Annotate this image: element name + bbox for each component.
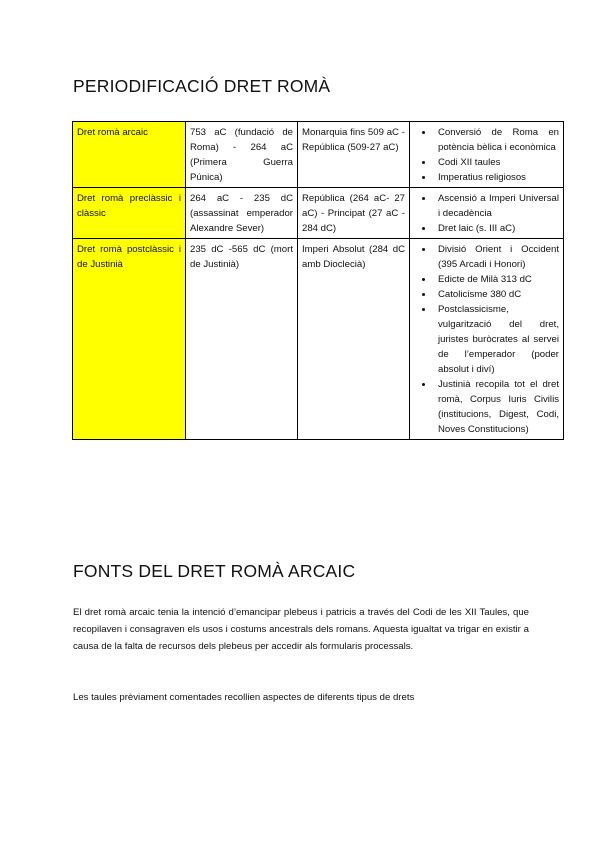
dates-cell: 235 dC -565 dC (mort de Justinià)	[186, 239, 298, 440]
list-item: • Imperatius religiosos	[434, 170, 559, 185]
period-cell: Dret romà preclàssic i clàssic	[73, 188, 186, 239]
list-item: • Edicte de Milà 313 dC	[434, 272, 559, 287]
body-paragraph: El dret romà arcaic tenia la intenció d’emancipar plebeus i patricis a través del Codi de les XII Taules, que recopilaven i consagraven els usos i costums ancestrals dels romans. Aquesta igualtat va trigar en existir a causa de la falta de recursos dels plebeus per accedir als formularis processals.	[73, 607, 529, 652]
table-row	[73, 188, 564, 239]
period-cell: Dret romà arcaic	[73, 122, 186, 188]
features-cell	[410, 239, 564, 440]
features-cell	[410, 122, 564, 188]
regime-cell: Imperi Absolut (284 dC amb Dioclecià)	[298, 239, 410, 440]
list-item: • Ascensió a Imperi Universal i decadència	[434, 191, 559, 221]
features-list	[414, 242, 559, 437]
table-row	[73, 122, 564, 188]
list-item: • Catolicisme 380 dC	[434, 287, 559, 302]
list-item: • Dret laic (s. III aC)	[434, 221, 559, 236]
list-item: • Postclassicisme, vulgarització del dret, juristes buròcrates al servei de l’emperador (poder absolut i diví)	[434, 302, 559, 377]
regime-cell: República (264 aC- 27 aC) - Principat (27 aC - 284 dC)	[298, 188, 410, 239]
section-title: FONTS DEL DRET ROMÀ ARCAIC	[73, 561, 356, 581]
list-item: • Justinià recopila tot el dret romà, Corpus Iuris Civilis (institucions, Digest, Codi, Noves Constitucions)	[434, 377, 559, 437]
list-item: • Conversió de Roma en potència bèlica i econòmica	[434, 125, 559, 155]
features-list	[414, 191, 559, 236]
periodification-table	[72, 121, 564, 440]
body-paragraph: Les taules prèviament comentades recollien aspectes de diferents tipus de drets	[73, 692, 415, 703]
period-cell: Dret romà postclàssic i de Justinià	[73, 239, 186, 440]
list-item: • Codi XII taules	[434, 155, 559, 170]
regime-cell: Monarquia fins 509 aC - República (509-27 aC)	[298, 122, 410, 188]
features-list	[414, 125, 559, 185]
list-item: • Divisió Orient i Occident (395 Arcadi i Honori)	[434, 242, 559, 272]
features-cell	[410, 188, 564, 239]
page-title: PERIODIFICACIÓ DRET ROMÀ	[73, 76, 331, 96]
dates-cell: 264 aC - 235 dC (assassinat emperador Alexandre Sever)	[186, 188, 298, 239]
table-row	[73, 239, 564, 440]
dates-cell: 753 aC (fundació de Roma) - 264 aC (Primera Guerra Púnica)	[186, 122, 298, 188]
